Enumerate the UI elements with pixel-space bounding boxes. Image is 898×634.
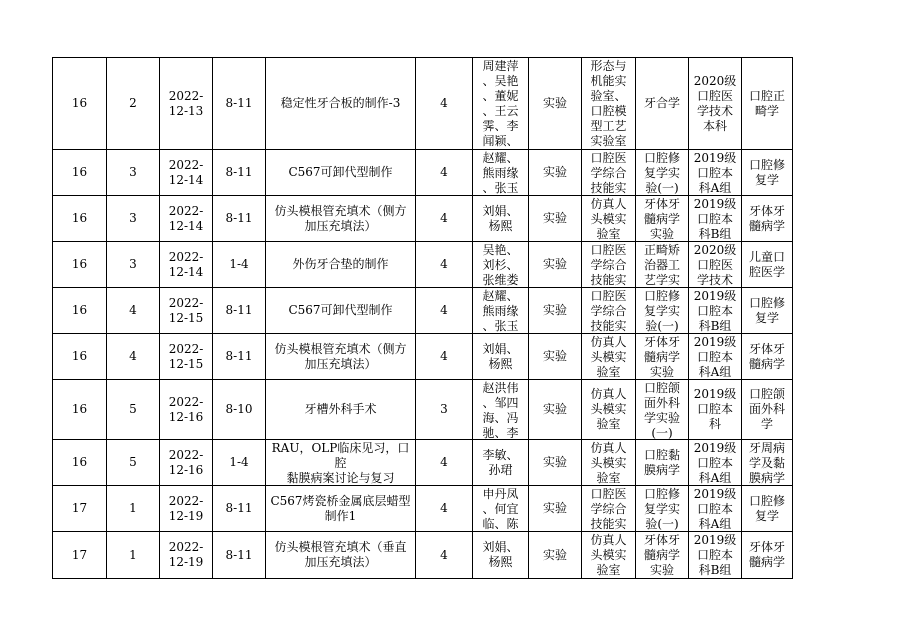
subject-cell — [636, 150, 689, 196]
teachers-cell — [473, 196, 529, 242]
day-cell-text: 4 — [129, 303, 137, 317]
type-cell — [529, 532, 582, 579]
day-cell-text: 3 — [129, 257, 137, 271]
teachers-cell — [473, 334, 529, 380]
date-cell-text: 2022- 12-15 — [168, 295, 204, 325]
subject-cell-text: 牙体牙 髓病学 实验 — [643, 532, 680, 577]
class-cell — [689, 58, 742, 150]
type-cell-text: 实验 — [542, 211, 567, 225]
week-cell-text: 16 — [71, 402, 88, 416]
class-cell — [689, 288, 742, 334]
table-row — [53, 196, 793, 242]
week-cell — [53, 242, 107, 288]
type-cell-text: 实验 — [542, 547, 567, 562]
day-cell — [107, 440, 160, 486]
teachers-cell-text: 李敏、 孙珺 — [482, 447, 519, 477]
week-cell-text: 16 — [71, 211, 88, 225]
hours-cell-text: 4 — [440, 96, 448, 110]
day-cell — [107, 532, 160, 579]
type-cell-text: 实验 — [542, 349, 567, 363]
course-cell — [266, 486, 416, 532]
subject-cell-text: 口腔黏 膜病学 — [643, 447, 680, 477]
week-cell-text: 17 — [71, 547, 88, 562]
class-cell — [689, 380, 742, 440]
room-cell-text: 仿真人 头模实 验室 — [590, 387, 627, 431]
hours-cell — [416, 532, 473, 579]
teachers-cell — [473, 150, 529, 196]
room-cell — [582, 532, 636, 579]
hours-cell — [416, 288, 473, 334]
dept-cell-text: 口腔修 复学 — [748, 295, 785, 325]
week-cell — [53, 150, 107, 196]
type-cell — [529, 440, 582, 486]
class-cell — [689, 486, 742, 532]
week-cell — [53, 380, 107, 440]
day-cell — [107, 242, 160, 288]
dept-cell — [742, 288, 793, 334]
date-cell-text: 2022- 12-15 — [168, 341, 204, 371]
week-cell-text: 16 — [71, 257, 88, 271]
dept-cell-text: 牙体牙 髓病学 — [748, 203, 785, 233]
class-cell-text: 2020级 口腔医 学技术 本科 — [693, 73, 737, 133]
dept-cell-text: 口腔修 复学 — [748, 493, 785, 523]
dept-cell-text: 牙周病 学及黏 膜病学 — [748, 440, 785, 485]
day-cell-text: 5 — [129, 455, 137, 469]
teachers-cell-text: 周建萍 、吴艳 、董妮 、王云 霁、李 闻颖、 — [482, 58, 519, 148]
section-cell — [213, 532, 266, 579]
teachers-cell-text: 申丹凤 、何宜 临、陈 — [482, 486, 519, 531]
week-cell-text: 16 — [71, 349, 88, 363]
hours-cell — [416, 440, 473, 486]
subject-cell — [636, 532, 689, 579]
day-cell — [107, 334, 160, 380]
room-cell — [582, 288, 636, 334]
subject-cell-text: 口腔修 复学实 验(一) — [643, 288, 680, 333]
hours-cell — [416, 242, 473, 288]
room-cell — [582, 150, 636, 196]
date-cell — [160, 288, 213, 334]
date-cell — [160, 532, 213, 579]
course-cell-text: 稳定性牙合板的制作-3 — [280, 96, 401, 110]
class-cell-text: 2020级 口腔医 学技术 — [693, 242, 737, 287]
type-cell — [529, 242, 582, 288]
date-cell — [160, 242, 213, 288]
room-cell — [582, 242, 636, 288]
hours-cell — [416, 334, 473, 380]
section-cell — [213, 58, 266, 150]
section-cell — [213, 242, 266, 288]
course-cell-text: C567可卸代型制作 — [288, 165, 393, 179]
section-cell-text: 8-10 — [225, 402, 253, 416]
date-cell-text: 2022- 12-14 — [168, 249, 204, 279]
week-cell — [53, 196, 107, 242]
subject-cell — [636, 486, 689, 532]
hours-cell-text: 3 — [440, 402, 448, 416]
course-cell — [266, 58, 416, 150]
week-cell-text: 16 — [71, 455, 88, 469]
date-cell — [160, 380, 213, 440]
class-cell-text: 2019级 口腔本 科A组 — [693, 486, 737, 531]
day-cell-text: 4 — [129, 349, 137, 363]
room-cell — [582, 334, 636, 380]
dept-cell — [742, 380, 793, 440]
dept-cell — [742, 196, 793, 242]
teachers-cell-text: 吴艳、 刘杉、 张维娄 — [482, 242, 519, 287]
room-cell — [582, 380, 636, 440]
section-cell — [213, 196, 266, 242]
week-cell — [53, 334, 107, 380]
subject-cell-text: 牙合学 — [643, 96, 680, 110]
section-cell — [213, 440, 266, 486]
dept-cell — [742, 532, 793, 579]
section-cell-text: 8-11 — [225, 501, 253, 515]
teachers-cell — [473, 486, 529, 532]
date-cell — [160, 58, 213, 150]
schedule-table — [52, 57, 793, 579]
type-cell-text: 实验 — [542, 96, 567, 110]
dept-cell-text: 牙体牙 髓病学 — [748, 341, 785, 371]
course-cell-text: 仿头模根管充填术（侧方 加压充填法） — [274, 341, 407, 371]
day-cell — [107, 58, 160, 150]
date-cell — [160, 150, 213, 196]
dept-cell — [742, 440, 793, 486]
class-cell — [689, 150, 742, 196]
subject-cell-text: 牙体牙 髓病学 实验 — [643, 196, 680, 241]
day-cell — [107, 196, 160, 242]
subject-cell — [636, 440, 689, 486]
course-cell — [266, 242, 416, 288]
course-cell-text: 外伤牙合垫的制作 — [292, 257, 389, 271]
week-cell-text: 17 — [71, 501, 88, 515]
room-cell-text: 仿真人 头模实 验室 — [590, 532, 627, 577]
day-cell-text: 1 — [129, 547, 137, 562]
class-cell-text: 2019级 口腔本 科B组 — [693, 196, 737, 241]
teachers-cell — [473, 58, 529, 150]
section-cell-text: 8-11 — [225, 303, 253, 317]
table-row — [53, 440, 793, 486]
section-cell — [213, 334, 266, 380]
teachers-cell-text: 刘娟、 杨熙 — [482, 341, 519, 371]
subject-cell-text: 口腔修 复学实 验(一) — [643, 486, 680, 531]
class-cell — [689, 196, 742, 242]
hours-cell — [416, 486, 473, 532]
class-cell-text: 2019级 口腔本 科A组 — [693, 150, 737, 195]
teachers-cell-text: 赵耀、 熊雨缘 、张玉 — [482, 150, 519, 195]
week-cell-text: 16 — [71, 165, 88, 179]
subject-cell — [636, 58, 689, 150]
dept-cell-text: 口腔颌 面外科 学 — [748, 387, 785, 431]
type-cell — [529, 486, 582, 532]
dept-cell-text: 牙体牙 髓病学 — [748, 540, 785, 569]
hours-cell-text: 4 — [440, 303, 448, 317]
course-cell-text: RAU，OLP临床见习，口腔 黏膜病案讨论与复习 — [271, 440, 410, 485]
teachers-cell — [473, 288, 529, 334]
section-cell-text: 8-11 — [225, 96, 253, 110]
hours-cell-text: 4 — [440, 165, 448, 179]
teachers-cell — [473, 380, 529, 440]
course-cell-text: 仿头模根管充填术（垂直 加压充填法） — [274, 540, 407, 569]
course-cell — [266, 440, 416, 486]
type-cell — [529, 58, 582, 150]
date-cell-text: 2022- 12-16 — [168, 394, 204, 424]
day-cell-text: 1 — [129, 501, 137, 515]
type-cell-text: 实验 — [542, 303, 567, 317]
table-row — [53, 380, 793, 440]
section-cell-text: 8-11 — [225, 547, 253, 562]
room-cell-text: 仿真人 头模实 验室 — [590, 334, 627, 379]
dept-cell — [742, 334, 793, 380]
type-cell — [529, 150, 582, 196]
course-cell-text: C567可卸代型制作 — [288, 303, 393, 317]
hours-cell — [416, 380, 473, 440]
section-cell-text: 1-4 — [229, 455, 249, 469]
course-cell-text: 仿头模根管充填术（侧方 加压充填法） — [274, 203, 407, 233]
class-cell-text: 2019级 口腔本 科B组 — [693, 532, 737, 577]
room-cell-text: 口腔医 学综合 技能实 — [590, 150, 627, 195]
room-cell-text: 口腔医 学综合 技能实 — [590, 288, 627, 333]
subject-cell — [636, 242, 689, 288]
class-cell — [689, 334, 742, 380]
teachers-cell-text: 赵洪伟 、邹四 海、冯 驰、李 — [482, 380, 519, 439]
table-row — [53, 334, 793, 380]
teachers-cell-text: 刘娟、 杨熙 — [482, 540, 519, 569]
table-row — [53, 486, 793, 532]
room-cell-text: 口腔医 学综合 技能实 — [590, 486, 627, 531]
room-cell — [582, 486, 636, 532]
class-cell-text: 2019级 口腔本 科B组 — [693, 288, 737, 333]
type-cell — [529, 334, 582, 380]
teachers-cell — [473, 532, 529, 579]
hours-cell-text: 4 — [440, 257, 448, 271]
teachers-cell-text: 赵耀、 熊雨缘 、张玉 — [482, 288, 519, 333]
class-cell — [689, 440, 742, 486]
date-cell-text: 2022- 12-14 — [168, 157, 204, 187]
course-cell — [266, 380, 416, 440]
section-cell-text: 8-11 — [225, 211, 253, 225]
subject-cell — [636, 288, 689, 334]
course-cell — [266, 150, 416, 196]
section-cell-text: 8-11 — [225, 165, 253, 179]
subject-cell — [636, 196, 689, 242]
hours-cell — [416, 150, 473, 196]
course-cell — [266, 334, 416, 380]
date-cell — [160, 334, 213, 380]
class-cell-text: 2019级 口腔本 科 — [693, 387, 737, 431]
course-cell-text: C567烤瓷桥金属底层蜡型 制作1 — [270, 493, 411, 523]
type-cell-text: 实验 — [542, 455, 567, 469]
date-cell-text: 2022- 12-19 — [168, 493, 204, 523]
table-row — [53, 150, 793, 196]
subject-cell-text: 正畸矫 治器工 艺学实 — [643, 242, 680, 287]
week-cell — [53, 58, 107, 150]
room-cell — [582, 196, 636, 242]
week-cell — [53, 532, 107, 579]
course-cell — [266, 288, 416, 334]
class-cell — [689, 242, 742, 288]
day-cell-text: 3 — [129, 165, 137, 179]
date-cell-text: 2022- 12-13 — [168, 88, 204, 118]
week-cell-text: 16 — [71, 96, 88, 110]
section-cell — [213, 150, 266, 196]
hours-cell-text: 4 — [440, 547, 448, 562]
day-cell — [107, 150, 160, 196]
teachers-cell-text: 刘娟、 杨熙 — [482, 203, 519, 233]
room-cell — [582, 58, 636, 150]
room-cell-text: 形态与 机能实 验室、 口腔模 型工艺 实验室 — [590, 58, 627, 148]
hours-cell-text: 4 — [440, 501, 448, 515]
section-cell-text: 1-4 — [229, 257, 249, 271]
type-cell-text: 实验 — [542, 257, 567, 271]
type-cell-text: 实验 — [542, 402, 567, 416]
class-cell — [689, 532, 742, 579]
hours-cell-text: 4 — [440, 455, 448, 469]
course-cell — [266, 532, 416, 579]
table-row — [53, 532, 793, 579]
dept-cell — [742, 242, 793, 288]
day-cell — [107, 288, 160, 334]
date-cell-text: 2022- 12-14 — [168, 203, 204, 233]
week-cell — [53, 288, 107, 334]
room-cell-text: 仿真人 头模实 验室 — [590, 196, 627, 241]
date-cell — [160, 196, 213, 242]
section-cell — [213, 288, 266, 334]
dept-cell — [742, 486, 793, 532]
table-row — [53, 288, 793, 334]
type-cell-text: 实验 — [542, 501, 567, 515]
date-cell — [160, 486, 213, 532]
course-cell-text: 牙槽外科手术 — [304, 402, 377, 416]
subject-cell-text: 牙体牙 髓病学 实验 — [643, 334, 680, 379]
week-cell — [53, 440, 107, 486]
type-cell — [529, 380, 582, 440]
type-cell — [529, 196, 582, 242]
day-cell-text: 5 — [129, 402, 137, 416]
room-cell — [582, 440, 636, 486]
section-cell — [213, 486, 266, 532]
week-cell — [53, 486, 107, 532]
table-row — [53, 242, 793, 288]
date-cell-text: 2022- 12-19 — [168, 540, 204, 569]
day-cell-text: 2 — [129, 96, 137, 110]
dept-cell-text: 儿童口 腔医学 — [748, 249, 785, 279]
class-cell-text: 2019级 口腔本 科A组 — [693, 440, 737, 485]
hours-cell — [416, 58, 473, 150]
room-cell-text: 仿真人 头模实 验室 — [590, 440, 627, 485]
subject-cell-text: 口腔修 复学实 验(一) — [643, 150, 680, 195]
day-cell — [107, 486, 160, 532]
teachers-cell — [473, 440, 529, 486]
day-cell — [107, 380, 160, 440]
section-cell — [213, 380, 266, 440]
dept-cell-text: 口腔正 畸学 — [748, 88, 785, 118]
subject-cell — [636, 334, 689, 380]
day-cell-text: 3 — [129, 211, 137, 225]
dept-cell — [742, 58, 793, 150]
teachers-cell — [473, 242, 529, 288]
hours-cell-text: 4 — [440, 349, 448, 363]
section-cell-text: 8-11 — [225, 349, 253, 363]
subject-cell-text: 口腔颌 面外科 学实验 (一) — [643, 380, 680, 439]
dept-cell-text: 口腔修 复学 — [748, 157, 785, 187]
room-cell-text: 口腔医 学综合 技能实 — [590, 242, 627, 287]
subject-cell — [636, 380, 689, 440]
type-cell — [529, 288, 582, 334]
week-cell-text: 16 — [71, 303, 88, 317]
date-cell — [160, 440, 213, 486]
course-cell — [266, 196, 416, 242]
hours-cell-text: 4 — [440, 211, 448, 225]
hours-cell — [416, 196, 473, 242]
type-cell-text: 实验 — [542, 165, 567, 179]
class-cell-text: 2019级 口腔本 科A组 — [693, 334, 737, 379]
dept-cell — [742, 150, 793, 196]
date-cell-text: 2022- 12-16 — [168, 447, 204, 477]
table-row — [53, 58, 793, 150]
